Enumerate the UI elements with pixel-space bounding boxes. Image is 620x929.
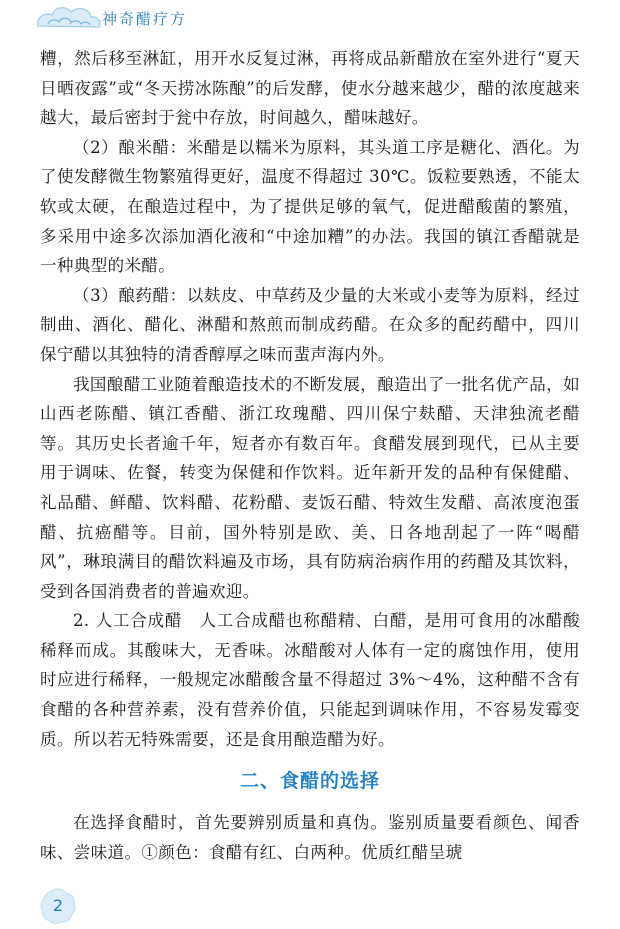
running-header-title: 神奇醋疗方: [102, 10, 188, 28]
paragraph-rice-vinegar: （2）酿米醋：米醋是以糯米为原料，其头道工序是糖化、酒化。为了使发酵微生物繁殖得更好，温度不得超过 30℃。饭粒要熟透，不能太软或太硬，在酿造过程中，为了提供足够的氧气，促进醋酸菌的繁殖，多采用中途多次添加酒化液和“中途加糟”的办法。我国的镇江香醋就是一种典型的米醋。: [40, 137, 580, 276]
paragraph-selection: 在选择食醋时，首先要辨别质量和真伪。鉴别质量要看颜色、闻香味、尝味道。①颜色：食醋有红、白两种。优质红醋呈琥: [40, 813, 580, 862]
paragraph-continued: 糟，然后移至淋缸，用开水反复过淋，再将成品新醋放在室外进行“夏天日晒夜露”或“冬天捞冰陈酿”的后发酵，使水分越来越少，醋的浓度越来越大，最后密封于瓮中存放，时间越久，醋味越好。: [40, 49, 580, 128]
paragraph-industry-development: 我国酿醋工业随着酿造技术的不断发展，酿造出了一批名优产品，如山西老陈醋、镇江香醋、浙江玫瑰醋、四川保宁麸醋、天津独流老醋等。其历史长者逾千年，短者亦有数百年。食醋发展到现代，已从主要用于调味、佐餐，转变为保健和作饮料。近年新开发的品种有保健醋、礼品醋、鲜醋、饮料醋、花粉醋、麦饭石醋、特效生发醋、高浓度泡蛋醋、抗癌醋等。目前，国外特别是欧、美、日各地刮起了一阵“喝醋风”，琳琅满目的醋饮料遍及市场，具有防病治病作用的药醋及其饮料，受到各国消费者的普遍欢迎。: [40, 374, 580, 601]
paragraph-medicinal-vinegar: （3）酿药醋：以麸皮、中草药及少量的大米或小麦等为原料，经过制曲、酒化、醋化、淋醋和熬煎而制成药醋。在众多的配药醋中，四川保宁醋以其独特的清香醇厚之味而蜚声海内外。: [40, 285, 580, 364]
page-header: [0, 0, 620, 40]
page-number: 2: [52, 896, 64, 915]
section-heading: 二、食醋的选择: [239, 770, 380, 793]
cloud-logo-icon: [34, 2, 104, 34]
page-body: [40, 44, 580, 867]
paragraph-synthetic-vinegar: 2. 人工合成醋 人工合成醋也称醋精、白醋，是用可食用的冰醋酸稀释而成。其酸味大，无香味。冰醋酸对人体有一定的腐蚀作用，使用时应进行稀释，一般规定冰醋酸含量不得超过 3%～4%，这种醋不含有食醋的各种营养素，没有营养价值，只能起到调味作用，不容易发霉变质。所以若无特殊需要，还是食用酿造醋为好。: [40, 611, 580, 749]
